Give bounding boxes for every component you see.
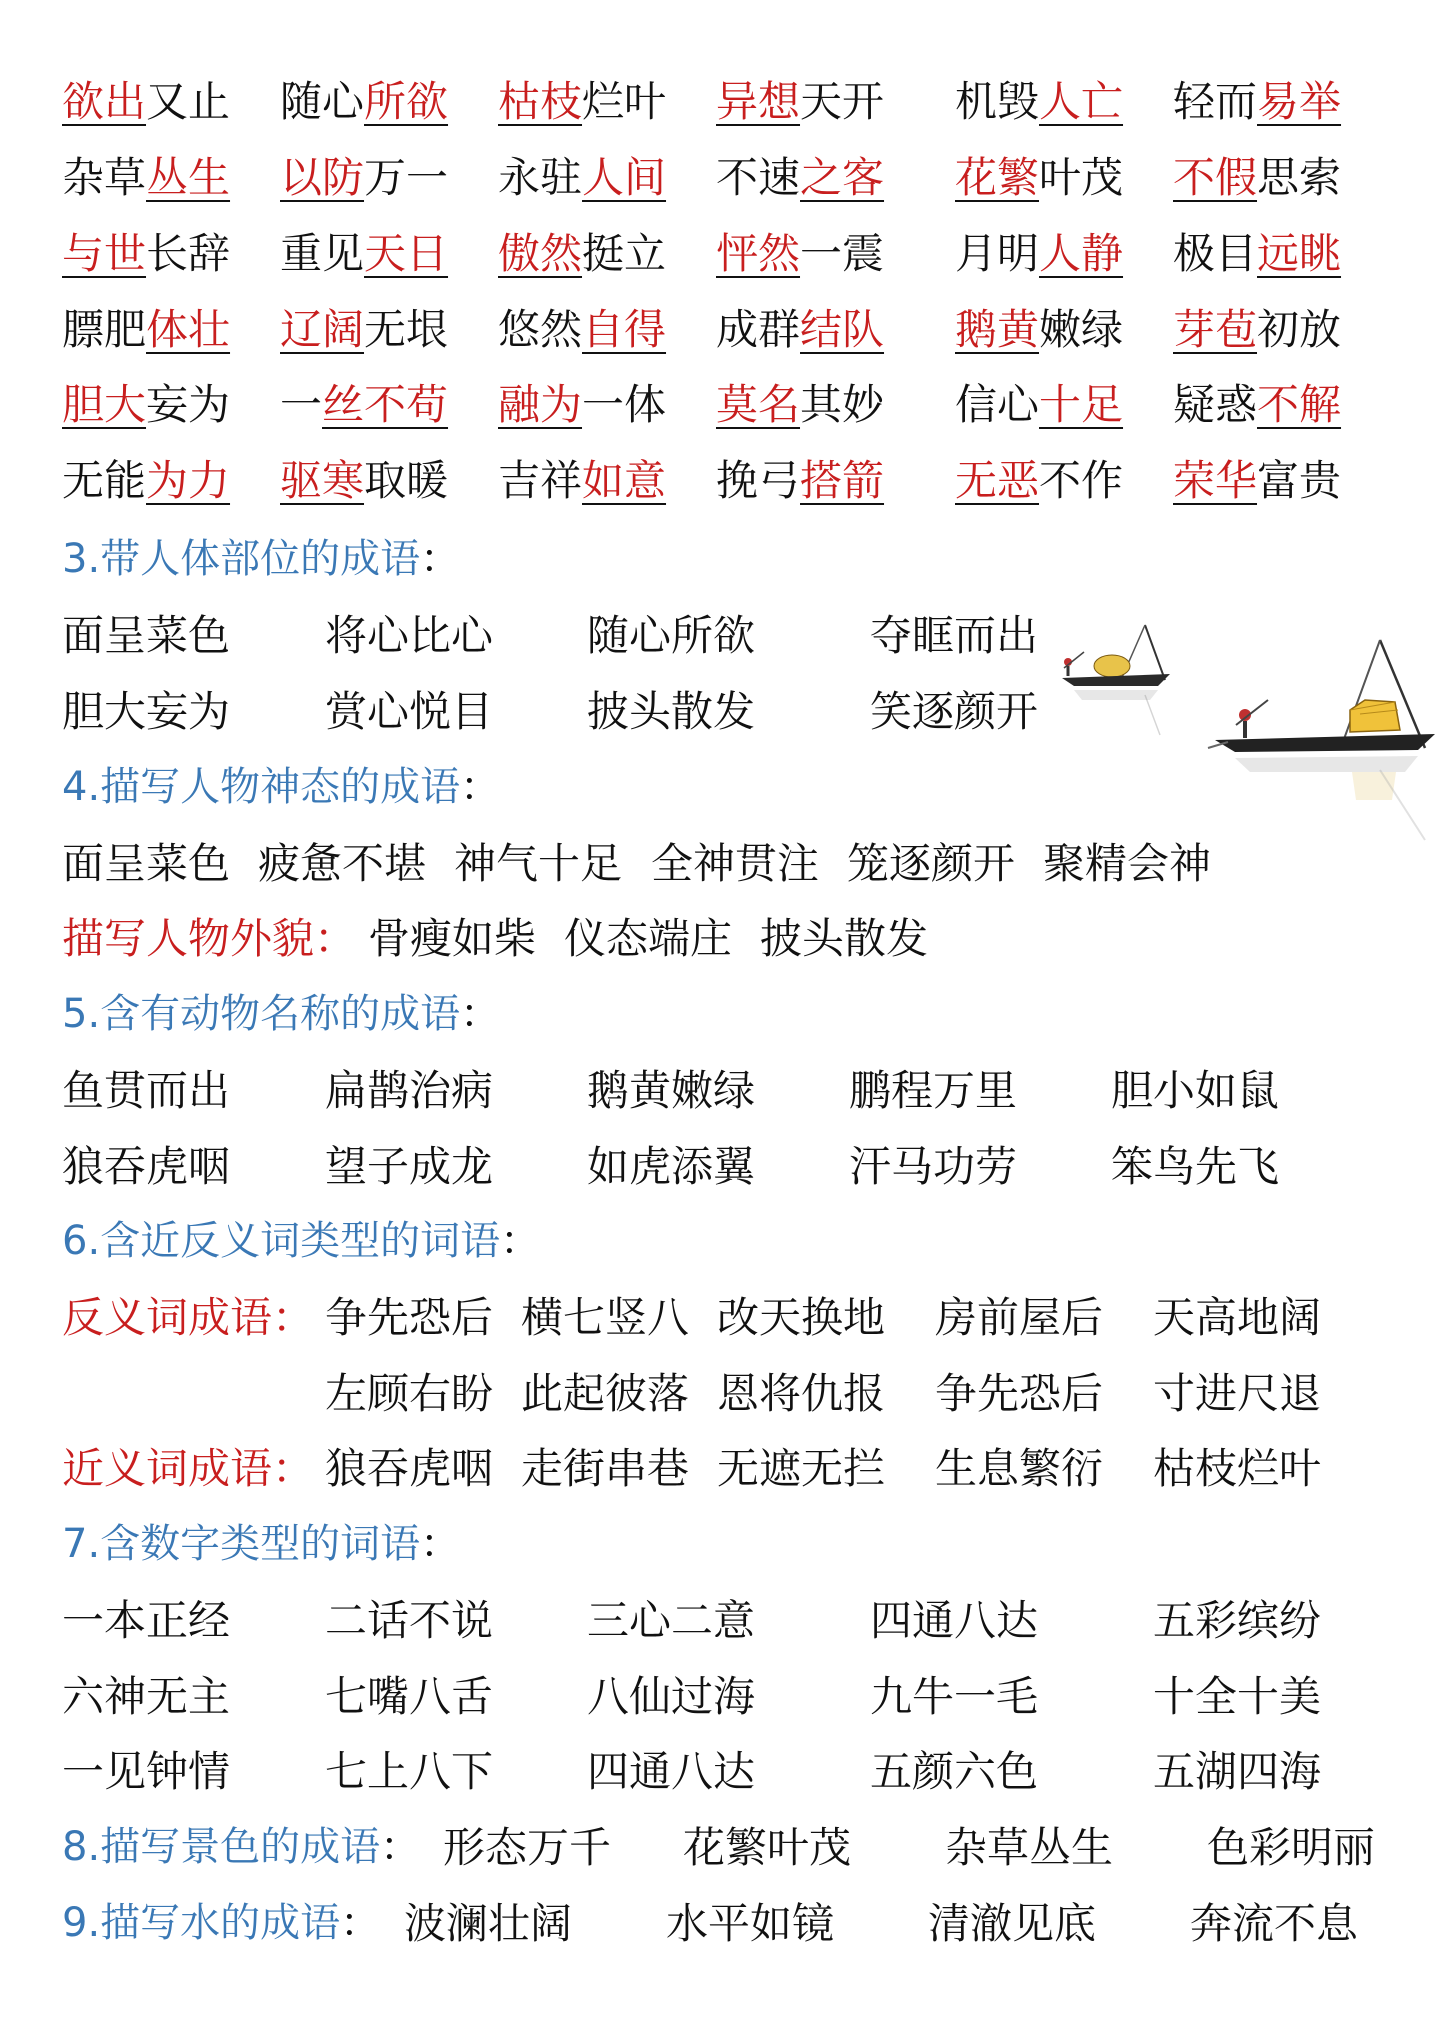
section-6-header — [0, 1212, 1438, 1288]
section-5-word: 如虎添翼 — [587, 1142, 756, 1191]
section-7-word: 十全十美 — [1153, 1672, 1322, 1721]
idiom-cell — [716, 148, 884, 208]
antonym-word: 此起彼落 — [521, 1369, 690, 1418]
section-8-word: 花繁叶茂 — [683, 1823, 852, 1872]
grid-row — [0, 224, 1438, 300]
idiom-part: 不速 — [716, 153, 801, 202]
idiom-part: 不解 — [1257, 380, 1342, 429]
antonym-word: 改天换地 — [717, 1293, 886, 1342]
idiom-part: 所欲 — [364, 77, 449, 126]
section-8-word: 色彩明丽 — [1207, 1823, 1376, 1872]
idiom-part: 无能 — [62, 456, 147, 505]
section-4-sub — [0, 909, 1438, 985]
idiom-part: 又止 — [146, 77, 231, 126]
idiom-cell — [498, 375, 666, 435]
section-5-word: 胆小如鼠 — [1111, 1066, 1280, 1115]
idiom-part: 易举 — [1257, 77, 1342, 126]
section-3-title: 3.带人体部位的成语： — [62, 536, 461, 582]
section-9-word: 奔流不息 — [1190, 1899, 1359, 1948]
idiom-cell — [280, 224, 448, 284]
section-3-word: 面呈菜色 — [62, 611, 231, 660]
idiom-part: 随心 — [280, 77, 365, 126]
section-6-synonym-row — [0, 1439, 1438, 1515]
idiom-cell — [716, 224, 884, 284]
section-7-row — [0, 1742, 1438, 1818]
idiom-part: 与世 — [62, 229, 147, 278]
idiom-cell — [280, 451, 448, 511]
section-7-word: 六神无主 — [62, 1672, 231, 1721]
idiom-part: 人亡 — [1039, 77, 1124, 126]
idiom-cell — [955, 148, 1123, 208]
antonym-row — [0, 1288, 1438, 1364]
idiom-part: 重见 — [280, 229, 365, 278]
section-3-word: 将心比心 — [325, 611, 494, 660]
idiom-part: 机毁 — [955, 77, 1040, 126]
section-5-word: 汗马功劳 — [849, 1142, 1018, 1191]
section-6-title: 6.含近反义词类型的词语： — [62, 1218, 541, 1264]
idiom-part: 妄为 — [146, 380, 231, 429]
section-9-word: 水平如镜 — [666, 1899, 835, 1948]
idiom-part: 胆大 — [62, 380, 147, 429]
idiom-part: 取暖 — [364, 456, 449, 505]
section-5-title: 5.含有动物名称的成语： — [62, 991, 501, 1037]
idiom-cell — [498, 72, 666, 132]
idiom-part: 欲出 — [62, 77, 147, 126]
synonym-word: 狼吞虎咽 — [325, 1444, 494, 1493]
section-4-word: 聚精会神 — [1043, 839, 1212, 888]
section-3-word: 夺眶而出 — [870, 611, 1039, 660]
section-4-sub-word: 披头散发 — [760, 914, 929, 963]
idiom-part: 叶茂 — [1039, 153, 1124, 202]
idiom-part: 一 — [280, 380, 323, 429]
idiom-cell — [1173, 451, 1341, 511]
section-7-word: 九牛一毛 — [870, 1672, 1039, 1721]
section-5-word: 笨鸟先飞 — [1111, 1142, 1280, 1191]
section-5-word: 望子成龙 — [325, 1142, 494, 1191]
idiom-cell — [955, 451, 1123, 511]
idiom-part: 花繁 — [955, 153, 1040, 202]
section-8-word: 形态万千 — [443, 1823, 612, 1872]
idiom-part: 如意 — [582, 456, 667, 505]
section-9-row — [0, 1894, 1438, 1970]
grid-row — [0, 375, 1438, 451]
idiom-cell — [280, 300, 448, 360]
idiom-part: 无垠 — [364, 305, 449, 354]
grid-row — [0, 451, 1438, 527]
large-boat-icon — [1208, 640, 1435, 840]
section-5-word: 鹅黄嫩绿 — [587, 1066, 756, 1115]
idiom-cell — [1173, 300, 1341, 360]
section-8-title: 8.描写景色的成语： — [62, 1824, 421, 1870]
antonym-word: 横七竖八 — [521, 1293, 690, 1342]
section-5-header — [0, 985, 1438, 1061]
idiom-part: 膘肥 — [62, 305, 147, 354]
antonym-word: 左顾右盼 — [325, 1369, 494, 1418]
section-7-row — [0, 1591, 1438, 1667]
section-9-title: 9.描写水的成语： — [62, 1900, 381, 1946]
idiom-part: 成群 — [716, 305, 801, 354]
synonym-word: 枯枝烂叶 — [1153, 1444, 1322, 1493]
idiom-part: 为力 — [146, 456, 231, 505]
idiom-part: 不假 — [1173, 153, 1258, 202]
section-4-sub-word: 骨瘦如柴 — [368, 914, 537, 963]
idiom-part: 轻而 — [1173, 77, 1258, 126]
idiom-cell — [62, 300, 230, 360]
idiom-part: 之客 — [800, 153, 885, 202]
idiom-part: 远眺 — [1257, 229, 1342, 278]
idiom-cell — [62, 72, 230, 132]
section-3-word: 随心所欲 — [587, 611, 756, 660]
idiom-part: 人静 — [1039, 229, 1124, 278]
section-4-word: 笼逐颜开 — [847, 839, 1016, 888]
antonym-word: 天高地阔 — [1153, 1293, 1322, 1342]
grid-row — [0, 72, 1438, 148]
idiom-part: 芽苞 — [1173, 305, 1258, 354]
idiom-part: 融为 — [498, 380, 583, 429]
idiom-cell — [716, 375, 884, 435]
idiom-cell — [498, 451, 666, 511]
idiom-part: 辽阔 — [280, 305, 365, 354]
synonym-label: 近义词成语： — [62, 1444, 315, 1493]
synonym-word: 无遮无拦 — [717, 1444, 886, 1493]
section-4-sub-label: 描写人物外貌： — [62, 914, 357, 963]
idiom-part: 自得 — [582, 305, 667, 354]
idiom-cell — [1173, 375, 1341, 435]
section-4-word: 神气十足 — [454, 839, 623, 888]
idiom-part: 天日 — [364, 229, 449, 278]
section-7-word: 八仙过海 — [587, 1672, 756, 1721]
idiom-cell — [716, 72, 884, 132]
antonym-word: 争先恐后 — [325, 1293, 494, 1342]
grid-row — [0, 148, 1438, 224]
idiom-part: 烂叶 — [582, 77, 667, 126]
idiom-part: 极目 — [1173, 229, 1258, 278]
idiom-cell — [280, 148, 448, 208]
idiom-part: 富贵 — [1257, 456, 1342, 505]
section-3-word: 赏心悦目 — [325, 687, 494, 736]
idiom-cell — [1173, 148, 1341, 208]
idiom-part: 鹅黄 — [955, 305, 1040, 354]
section-9-word: 清澈见底 — [928, 1899, 1097, 1948]
idiom-part: 不作 — [1039, 456, 1124, 505]
idiom-part: 长辞 — [146, 229, 231, 278]
grid-row — [0, 300, 1438, 376]
idiom-part: 以防 — [280, 153, 365, 202]
section-7-word: 三心二意 — [587, 1596, 756, 1645]
idiom-cell — [498, 224, 666, 284]
antonym-word: 恩将仇报 — [717, 1369, 886, 1418]
section-7-word: 四通八达 — [870, 1596, 1039, 1645]
idiom-part: 丝不苟 — [322, 380, 449, 429]
idiom-cell — [62, 148, 230, 208]
boats-icon — [1040, 600, 1438, 860]
idiom-part: 枯枝 — [498, 77, 583, 126]
section-7-word: 一见钟情 — [62, 1747, 231, 1796]
idiom-part: 十足 — [1039, 380, 1124, 429]
antonym-word: 寸进尺退 — [1153, 1369, 1322, 1418]
idiom-cell — [62, 224, 230, 284]
section-4-word: 全神贯注 — [651, 839, 820, 888]
section-8-row — [0, 1818, 1438, 1894]
idiom-part: 驱寒 — [280, 456, 365, 505]
section-9-word: 波澜壮阔 — [404, 1899, 573, 1948]
section-5-row — [0, 1061, 1438, 1137]
idiom-cell — [955, 300, 1123, 360]
idiom-part: 一体 — [582, 380, 667, 429]
idiom-cell — [1173, 72, 1341, 132]
section-5-word: 鱼贯而出 — [62, 1066, 231, 1115]
idiom-part: 无恶 — [955, 456, 1040, 505]
idiom-part: 搭箭 — [800, 456, 885, 505]
antonym-word: 争先恐后 — [935, 1369, 1104, 1418]
idiom-part: 杂草 — [62, 153, 147, 202]
synonym-word: 生息繁衍 — [935, 1444, 1104, 1493]
idiom-part: 思索 — [1257, 153, 1342, 202]
section-4-title: 4.描写人物神态的成语： — [62, 764, 501, 810]
small-boat-icon — [1062, 625, 1170, 735]
idiom-part: 体壮 — [146, 305, 231, 354]
idiom-part: 疑惑 — [1173, 380, 1258, 429]
idiom-part: 天开 — [800, 77, 885, 126]
idiom-cell — [498, 300, 666, 360]
section-7-word: 一本正经 — [62, 1596, 231, 1645]
antonym-label: 反义词成语： — [62, 1293, 315, 1342]
idiom-part: 挽弓 — [716, 456, 801, 505]
section-7-header — [0, 1515, 1438, 1591]
idiom-part: 结队 — [800, 305, 885, 354]
idiom-part: 异想 — [716, 77, 801, 126]
idiom-cell — [62, 375, 230, 435]
idiom-part: 嫩绿 — [1039, 305, 1124, 354]
idiom-cell — [955, 375, 1123, 435]
antonym-row — [0, 1364, 1438, 1440]
section-7-title: 7.含数字类型的词语： — [62, 1521, 461, 1567]
idiom-cell — [716, 451, 884, 511]
antonym-word: 房前屋后 — [935, 1293, 1104, 1342]
idiom-cell — [280, 72, 448, 132]
section-5-word: 狼吞虎咽 — [62, 1142, 231, 1191]
section-7-row — [0, 1667, 1438, 1743]
section-7-word: 七嘴八舌 — [325, 1672, 494, 1721]
idiom-part: 吉祥 — [498, 456, 583, 505]
idiom-part: 信心 — [955, 380, 1040, 429]
section-8-word: 杂草丛生 — [945, 1823, 1114, 1872]
section-7-word: 二话不说 — [325, 1596, 494, 1645]
idiom-part: 永驻 — [498, 153, 583, 202]
section-4-word: 疲惫不堪 — [258, 839, 427, 888]
section-3-word: 披头散发 — [587, 687, 756, 736]
idiom-cell — [955, 72, 1123, 132]
idiom-part: 万一 — [364, 153, 449, 202]
idiom-part: 月明 — [955, 229, 1040, 278]
section-4-sub-word: 仪态端庄 — [564, 914, 733, 963]
section-5-word: 鹏程万里 — [849, 1066, 1018, 1115]
section-3-header — [0, 530, 1438, 606]
section-7-word: 四通八达 — [587, 1747, 756, 1796]
idiom-part: 悠然 — [498, 305, 583, 354]
idiom-cell — [716, 300, 884, 360]
idiom-cell — [498, 148, 666, 208]
idiom-part: 傲然 — [498, 229, 583, 278]
idiom-part: 其妙 — [800, 380, 885, 429]
idiom-part: 一震 — [800, 229, 885, 278]
section-4-word: 面呈菜色 — [62, 839, 231, 888]
section-3-word: 笑逐颜开 — [870, 687, 1039, 736]
section-7-word: 五彩缤纷 — [1153, 1596, 1322, 1645]
idiom-cell — [1173, 224, 1341, 284]
section-5-row — [0, 1137, 1438, 1213]
section-7-word: 七上八下 — [325, 1747, 494, 1796]
section-5-word: 扁鹊治病 — [325, 1066, 494, 1115]
section-3-word: 胆大妄为 — [62, 687, 231, 736]
idiom-part: 莫名 — [716, 380, 801, 429]
section-7-word: 五颜六色 — [870, 1747, 1039, 1796]
idiom-part: 挺立 — [582, 229, 667, 278]
synonym-word: 走街串巷 — [521, 1444, 690, 1493]
idiom-cell — [955, 224, 1123, 284]
idiom-part: 荣华 — [1173, 456, 1258, 505]
idiom-part: 怦然 — [716, 229, 801, 278]
idiom-part: 人间 — [582, 153, 667, 202]
idiom-cell — [280, 375, 448, 435]
idiom-part: 初放 — [1257, 305, 1342, 354]
idiom-cell — [62, 451, 230, 511]
idiom-part: 丛生 — [146, 153, 231, 202]
section-7-word: 五湖四海 — [1153, 1747, 1322, 1796]
